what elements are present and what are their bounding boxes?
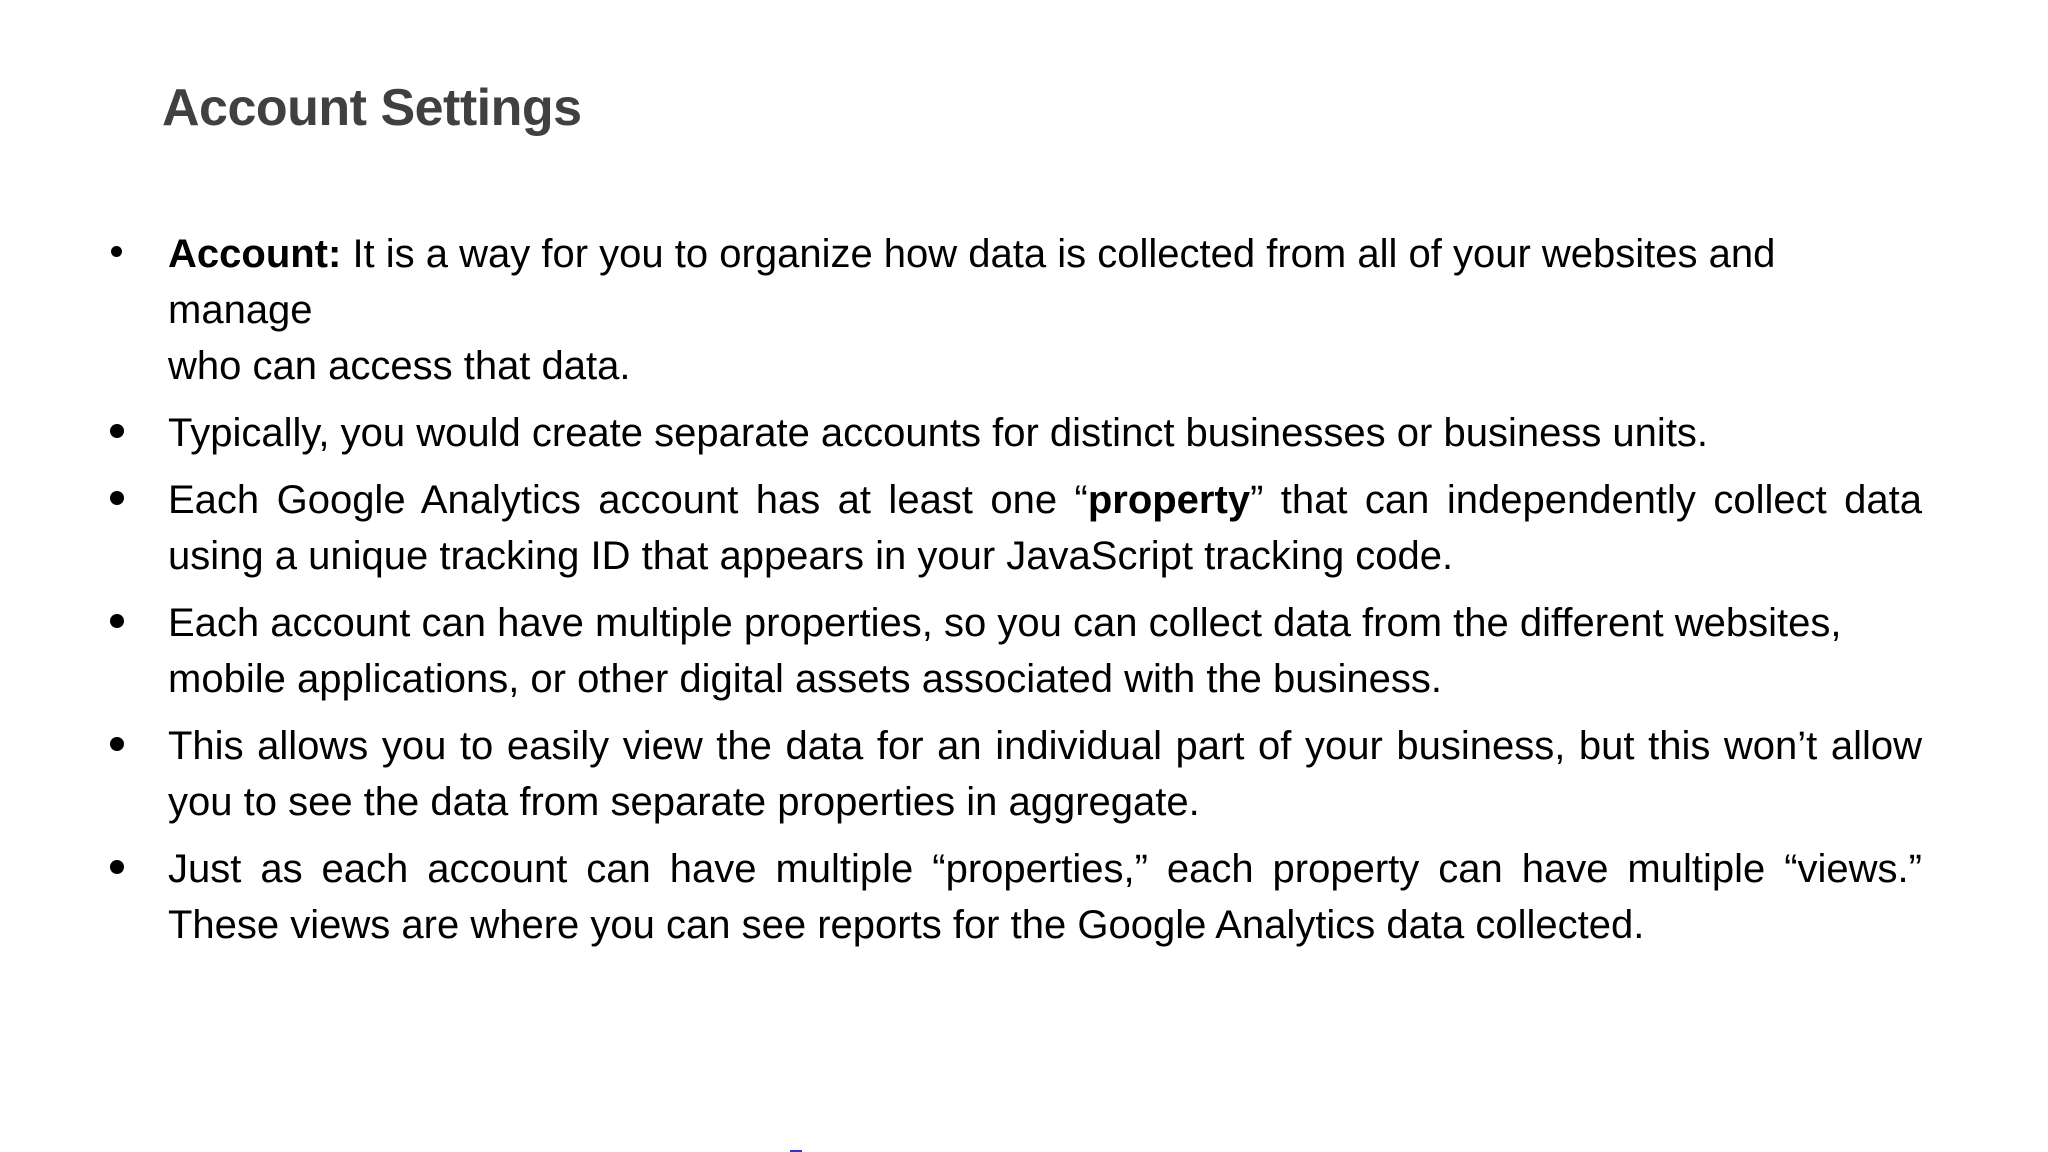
bullet-dot-icon	[110, 491, 124, 505]
bullet-dot-icon	[110, 737, 124, 751]
bullet-views-text: Just as each account can have multiple “properties,” each property can have multiple “views.” These views are where you can see reports for the Google Analytics data collected.	[168, 847, 1922, 947]
bullet-dot-icon	[110, 424, 124, 438]
bullet-multiple-properties-text: Each account can have multiple properties, so you can collect data from the different websites, mobile applications, or other digital assets associated with the business.	[168, 601, 1842, 701]
bullet-separate-accounts	[100, 405, 1922, 461]
bullet-aggregate-text: This allows you to easily view the data for an individual part of your business, but this won’t allow you to see the data from separate properties in aggregate.	[168, 724, 1922, 824]
bullet-aggregate	[100, 718, 1922, 830]
bullet-account-term: Account:	[168, 232, 342, 276]
bullet-property	[100, 472, 1922, 584]
bullet-multiple-properties	[100, 595, 1922, 707]
bullet-dot-icon	[111, 246, 122, 257]
bullet-list	[100, 226, 1922, 964]
bullet-views	[100, 841, 1922, 953]
bullet-dot-icon	[110, 860, 124, 874]
bullet-separate-accounts-text: Typically, you would create separate accounts for distinct businesses or business units.	[168, 411, 1709, 455]
bullet-account-line1	[168, 226, 1922, 338]
bullet-account-line2: who can access that data.	[168, 344, 631, 388]
slide-title: Account Settings	[162, 79, 582, 137]
bullet-property-text-after: ” that can independently collect data using a unique tracking ID that appears in your JavaScript tracking code.	[168, 478, 1922, 578]
bullet-property-term: property	[1087, 478, 1251, 522]
bullet-property-text-before: Each Google Analytics account has at least one “	[168, 478, 1088, 522]
bullet-account-text: It is a way for you to organize how data is collected from all of your websites and manage	[168, 232, 1776, 332]
bullet-dot-icon	[110, 614, 124, 628]
bullet-account	[100, 226, 1922, 394]
